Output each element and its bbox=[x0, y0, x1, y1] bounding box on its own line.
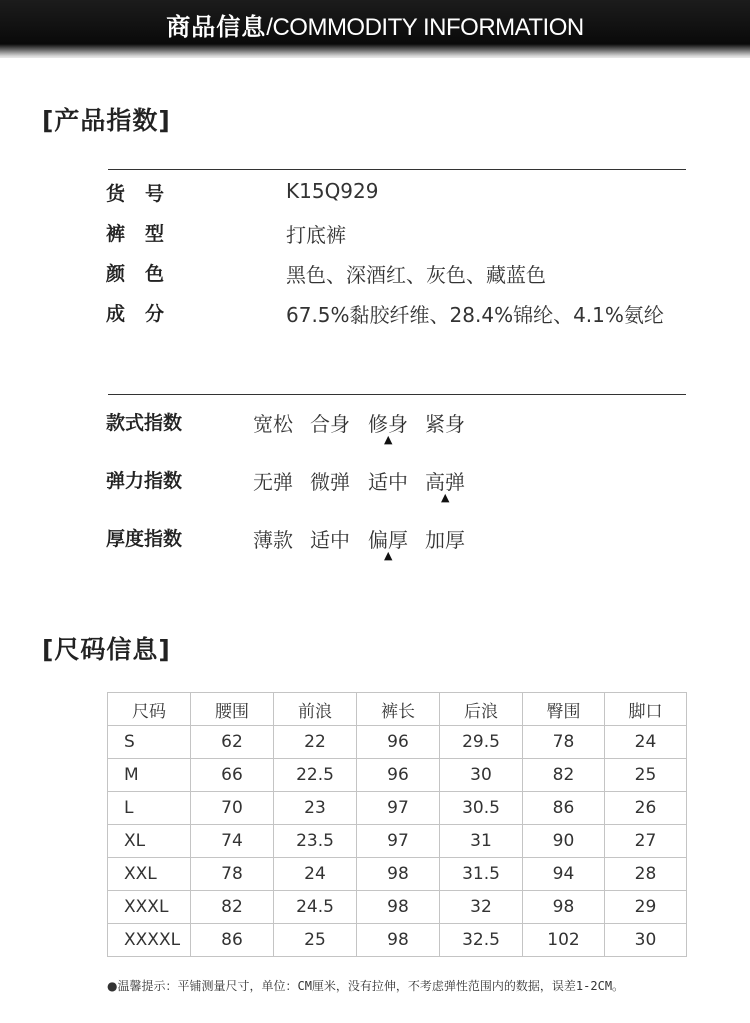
spec-label: 颜色 bbox=[106, 263, 185, 285]
column-header: 腰围 bbox=[191, 693, 274, 726]
size-cell: M bbox=[108, 759, 191, 792]
banner-title bbox=[0, 12, 750, 43]
index-option: 适中 bbox=[368, 470, 408, 494]
table-cell: 62 bbox=[191, 726, 274, 759]
table-cell: 30 bbox=[605, 924, 687, 957]
table-cell: 102 bbox=[523, 924, 605, 957]
spec-label: 成分 bbox=[106, 303, 185, 325]
index-label: 弹力指数 bbox=[106, 470, 183, 492]
table-cell: 98 bbox=[523, 891, 605, 924]
table-cell: 26 bbox=[605, 792, 687, 825]
table-row bbox=[108, 924, 687, 957]
column-header: 后浪 bbox=[440, 693, 523, 726]
index-option: 紧身 bbox=[425, 412, 465, 436]
index-option: 无弹 bbox=[253, 470, 293, 494]
selected-marker-icon: ▲ bbox=[384, 433, 393, 446]
table-cell: 98 bbox=[357, 891, 440, 924]
table-cell: 23 bbox=[274, 792, 357, 825]
table-cell: 25 bbox=[274, 924, 357, 957]
index-label: 款式指数 bbox=[106, 412, 183, 434]
table-cell: 27 bbox=[605, 825, 687, 858]
table-header-row bbox=[108, 693, 687, 726]
index-option-selected: 偏厚 ▲ bbox=[368, 528, 408, 562]
table-cell: 66 bbox=[191, 759, 274, 792]
table-row bbox=[108, 891, 687, 924]
spec-row-item-no bbox=[106, 179, 706, 209]
table-cell: 32 bbox=[440, 891, 523, 924]
table-cell: 86 bbox=[523, 792, 605, 825]
table-cell: 98 bbox=[357, 858, 440, 891]
table-cell: 31.5 bbox=[440, 858, 523, 891]
column-header: 前浪 bbox=[274, 693, 357, 726]
table-row bbox=[108, 792, 687, 825]
selected-marker-icon: ▲ bbox=[384, 549, 393, 562]
table-cell: 25 bbox=[605, 759, 687, 792]
table-cell: 98 bbox=[357, 924, 440, 957]
table-cell: 22.5 bbox=[274, 759, 357, 792]
index-label: 厚度指数 bbox=[106, 528, 183, 550]
product-index-heading: [产品指数] bbox=[42, 106, 171, 135]
index-option-selected: 高弹 ▲ bbox=[425, 470, 465, 504]
table-cell: 82 bbox=[523, 759, 605, 792]
note-text: 温馨提示：平铺测量尺寸，单位：CM厘米，没有拉伸，不考虑弹性范围内的数据，误差1-2CM。 bbox=[117, 979, 625, 993]
table-cell: 94 bbox=[523, 858, 605, 891]
table-cell: 23.5 bbox=[274, 825, 357, 858]
index-option: 合身 bbox=[310, 412, 350, 436]
spec-row-color bbox=[106, 259, 706, 289]
spec-value: 打底裤 bbox=[286, 223, 346, 247]
size-cell: L bbox=[108, 792, 191, 825]
table-cell: 24 bbox=[605, 726, 687, 759]
spec-label: 裤型 bbox=[106, 223, 185, 245]
column-header: 臀围 bbox=[523, 693, 605, 726]
table-cell: 96 bbox=[357, 726, 440, 759]
table-cell: 28 bbox=[605, 858, 687, 891]
table-cell: 86 bbox=[191, 924, 274, 957]
table-row bbox=[108, 858, 687, 891]
spec-row-material bbox=[106, 299, 706, 329]
table-cell: 96 bbox=[357, 759, 440, 792]
table-cell: 24.5 bbox=[274, 891, 357, 924]
column-header: 脚口 bbox=[605, 693, 687, 726]
measurement-note bbox=[107, 977, 624, 994]
spec-row-pants-type bbox=[106, 219, 706, 249]
index-option: 薄款 bbox=[253, 528, 293, 552]
size-cell: XL bbox=[108, 825, 191, 858]
index-option: 适中 bbox=[310, 528, 350, 552]
spec-label: 货号 bbox=[106, 183, 185, 205]
table-row bbox=[108, 759, 687, 792]
divider bbox=[108, 169, 686, 170]
table-cell: 74 bbox=[191, 825, 274, 858]
banner-title-cn: 商品信息 bbox=[166, 13, 267, 41]
table-cell: 29 bbox=[605, 891, 687, 924]
bullet-icon: ● bbox=[107, 979, 118, 993]
selected-marker-icon: ▲ bbox=[441, 491, 450, 504]
table-cell: 30 bbox=[440, 759, 523, 792]
size-cell: S bbox=[108, 726, 191, 759]
spec-value: 67.5%黏胶纤维、28.4%锦纶、4.1%氨纶 bbox=[286, 303, 664, 327]
style-index-row bbox=[106, 408, 706, 454]
size-info-heading: [尺码信息] bbox=[42, 635, 171, 664]
column-header: 尺码 bbox=[108, 693, 191, 726]
table-cell: 31 bbox=[440, 825, 523, 858]
table-cell: 97 bbox=[357, 792, 440, 825]
elasticity-index-row bbox=[106, 466, 706, 512]
index-option: 微弹 bbox=[310, 470, 350, 494]
table-cell: 70 bbox=[191, 792, 274, 825]
banner-title-en: /COMMODITY INFORMATION bbox=[266, 14, 584, 41]
table-cell: 78 bbox=[523, 726, 605, 759]
column-header: 裤长 bbox=[357, 693, 440, 726]
size-table bbox=[107, 692, 687, 957]
table-cell: 97 bbox=[357, 825, 440, 858]
table-cell: 90 bbox=[523, 825, 605, 858]
spec-value: 黑色、深酒红、灰色、藏蓝色 bbox=[286, 263, 546, 287]
size-cell: XXXXL bbox=[108, 924, 191, 957]
spec-value: K15Q929 bbox=[286, 179, 379, 203]
header-banner bbox=[0, 0, 750, 58]
table-cell: 24 bbox=[274, 858, 357, 891]
table-cell: 32.5 bbox=[440, 924, 523, 957]
index-option-selected: 修身 ▲ bbox=[368, 412, 408, 446]
table-row bbox=[108, 825, 687, 858]
table-cell: 22 bbox=[274, 726, 357, 759]
size-cell: XXL bbox=[108, 858, 191, 891]
index-option: 加厚 bbox=[425, 528, 465, 552]
table-cell: 78 bbox=[191, 858, 274, 891]
table-cell: 29.5 bbox=[440, 726, 523, 759]
thickness-index-row bbox=[106, 524, 706, 570]
index-option: 宽松 bbox=[253, 412, 293, 436]
divider bbox=[108, 394, 686, 395]
table-cell: 30.5 bbox=[440, 792, 523, 825]
size-cell: XXXL bbox=[108, 891, 191, 924]
table-cell: 82 bbox=[191, 891, 274, 924]
table-row bbox=[108, 726, 687, 759]
